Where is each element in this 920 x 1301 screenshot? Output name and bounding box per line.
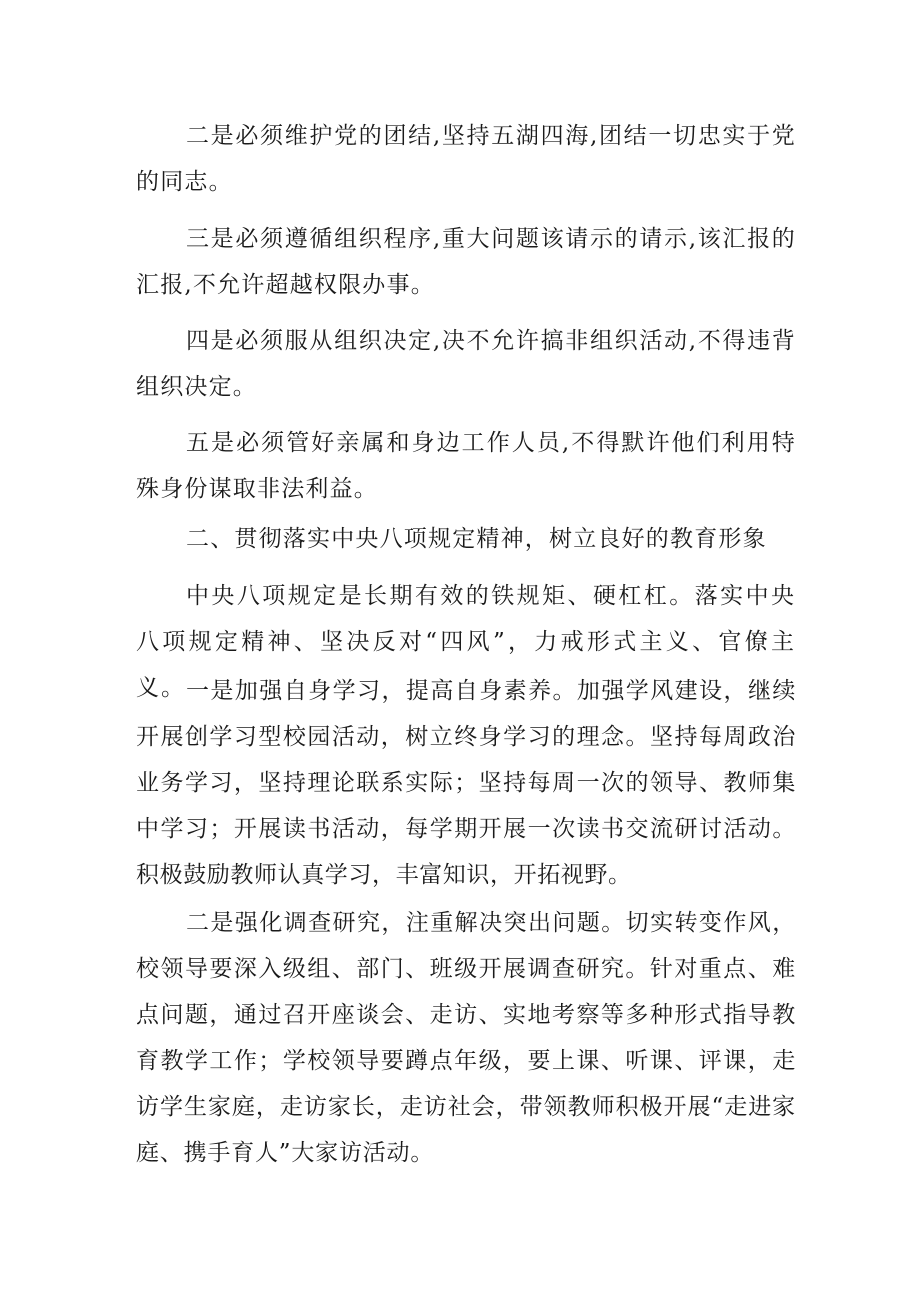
paragraph-procedure: 三是必须遵循组织程序,重大问题该请示的请示,该汇报的汇报,不允许超越权限办事。: [136, 226, 796, 298]
paragraph-investigation: 二是强化调查研究，注重解决突出问题。切实转变作风，校领导要深入级组、部门、班级开展调查研究。针对重点、难点问题，通过召开座谈会、走访、实地考察等多种形式指导教育教学工作；学校领导要蹲点年级，要上课、听课、评课，走访学生家庭，走访家长，走访社会，带领教师积极开展“走进家庭、携手育人”大家访活动。: [136, 910, 796, 1166]
paragraph-unity: 二是必须维护党的团结,坚持五湖四海,团结一切忠实于党的同志。: [136, 123, 796, 195]
section-heading-eight-rules: 二、贯彻落实中央八项规定精神，树立良好的教育形象: [186, 526, 767, 552]
paragraph-obey-decision: 四是必须服从组织决定,决不允许搞非组织活动,不得违背组织决定。: [136, 328, 796, 400]
paragraph-family-staff: 五是必须管好亲属和身边工作人员,不得默许他们利用特殊身份谋取非法利益。: [136, 430, 796, 502]
paragraph-self-study: 一是加强自身学习，提高自身素养。加强学风建设，继续开展创学习型校园活动，树立终身学习的理念。坚持每周政治业务学习，坚持理论联系实际；坚持每周一次的领导、教师集中学习；开展读书活动，每学期开展一次读书交流研讨活动。积极鼓励教师认真学习，丰富知识，开拓视野。: [136, 678, 796, 888]
paragraph-eight-rules-intro: 中央八项规定是长期有效的铁规矩、硬杠杠。落实中央八项规定精神、坚决反对“四风”，力戒形式主义、官僚主义。: [136, 583, 796, 701]
